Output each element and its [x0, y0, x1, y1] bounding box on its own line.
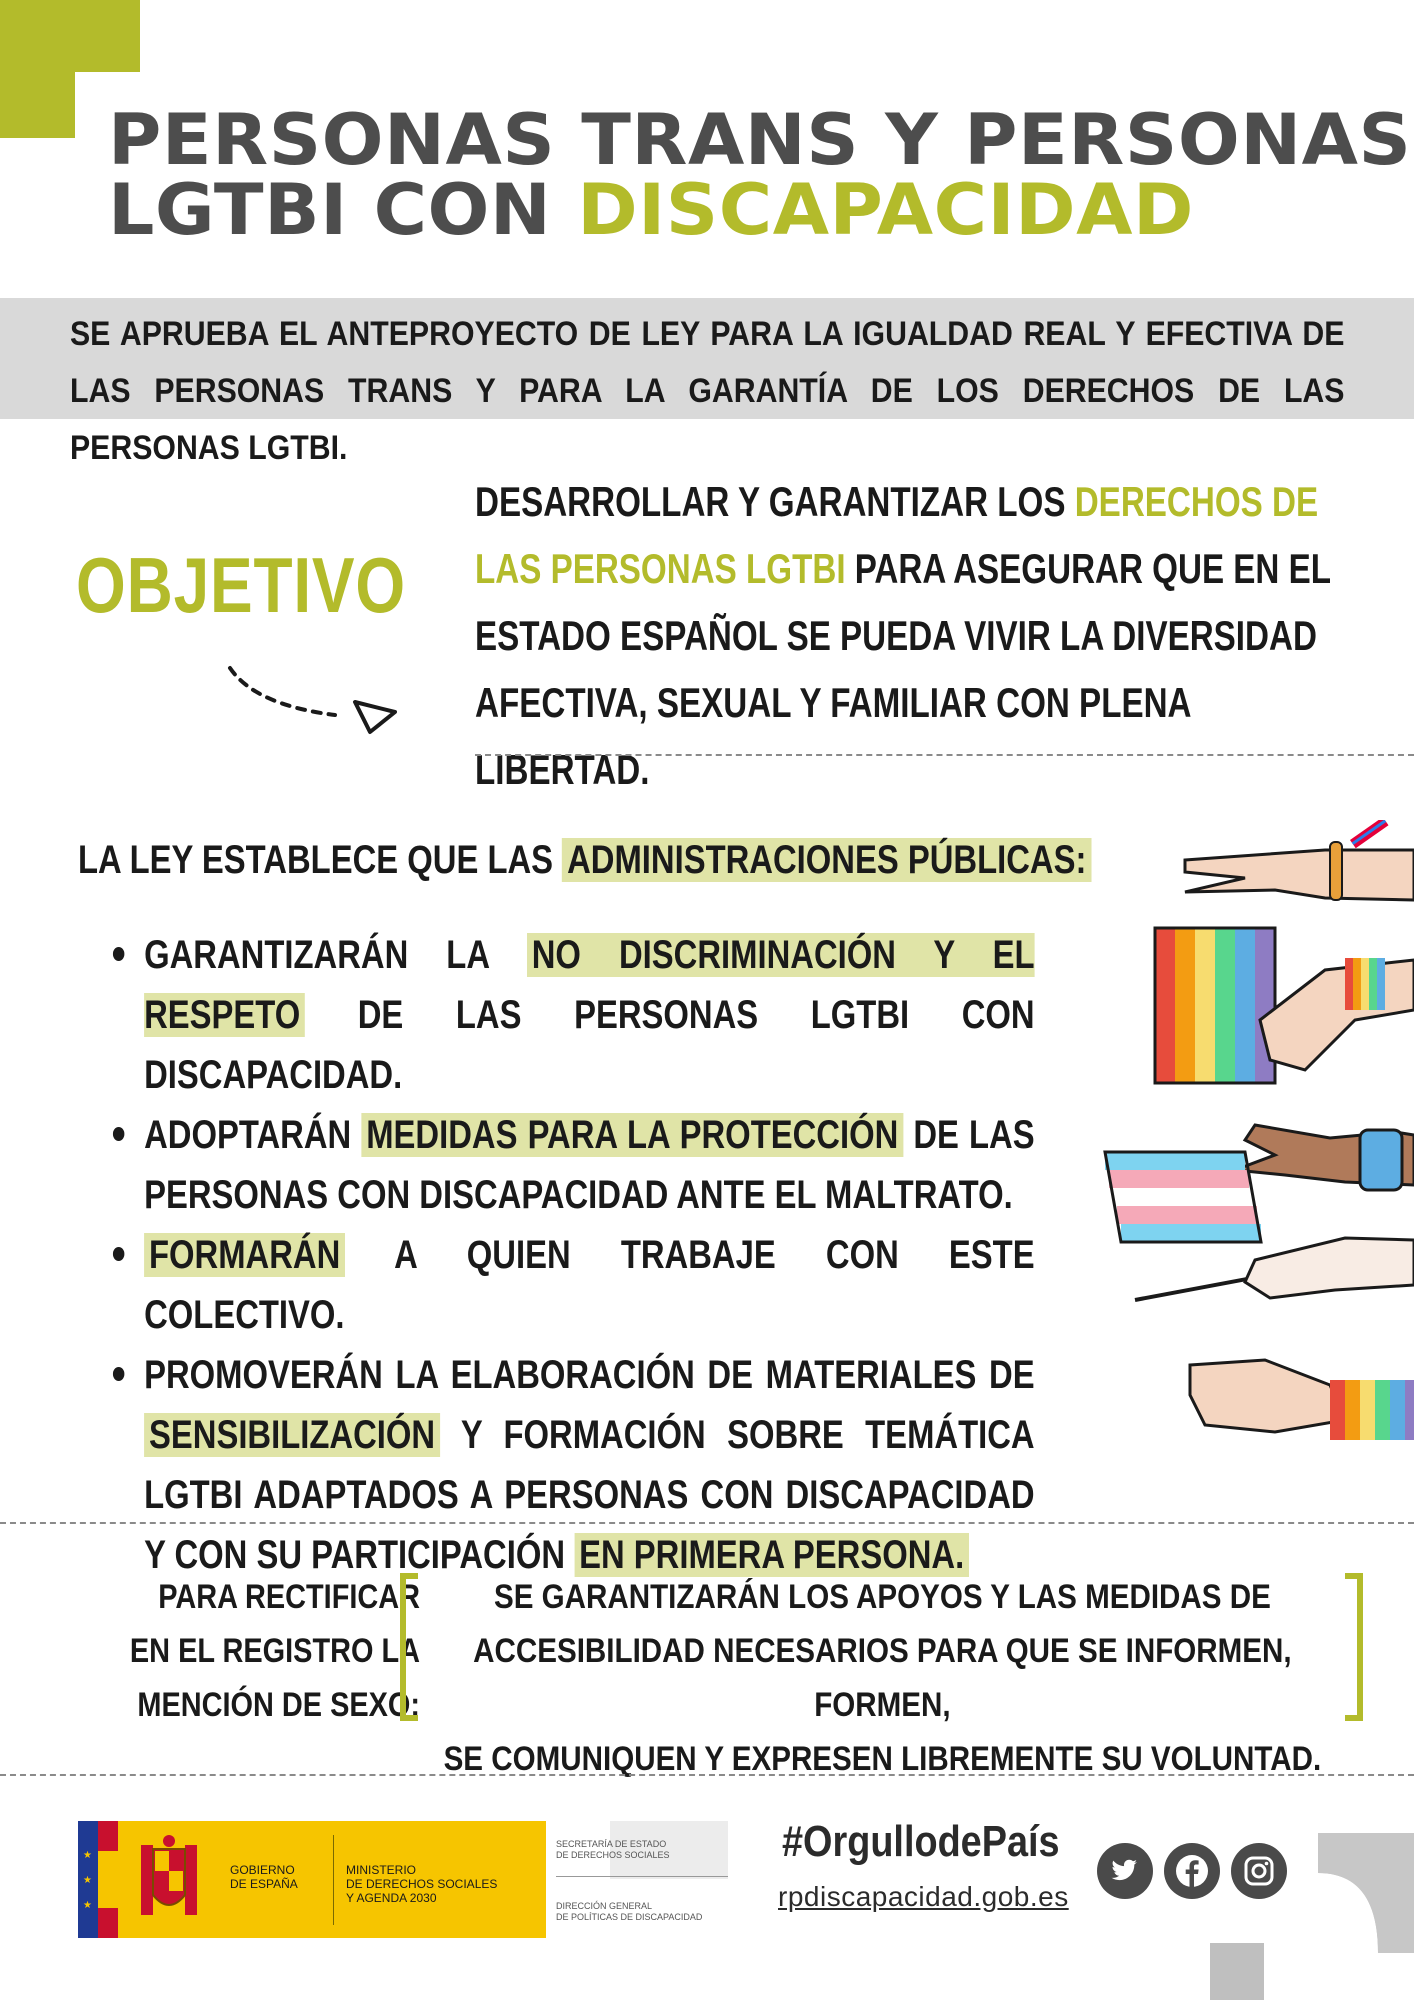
ministerio-line: MINISTERIO [346, 1863, 417, 1877]
gobierno-text [230, 1863, 298, 1891]
secretaria-line: SECRETARÍA DE ESTADO [556, 1839, 667, 1849]
rectificar-text-line: SE GARANTIZARÁN LOS APOYOS Y LAS MEDIDAS DE [493, 1578, 1271, 1616]
list-item [108, 1105, 1035, 1225]
bullet-dot [113, 1127, 124, 1141]
government-logo [78, 1821, 728, 1938]
subtitle: SE APRUEBA EL ANTEPROYECTO DE LEY PARA LA IGUALDAD REAL Y EFECTIVA DE LAS PERSONAS TRANS Y PARA LA GARANTÍA DE LOS DERECHOS DE LAS PERSONAS LGTBI. [70, 315, 1345, 467]
hand-holding-flag [1260, 960, 1414, 1070]
eu-spain-flag: ★ ★ ★ [78, 1821, 118, 1938]
ministerio-line: DE DERECHOS SOCIALES [346, 1877, 498, 1891]
secretaria-text [556, 1839, 670, 1861]
rectificar-label [114, 1570, 420, 1732]
ley-bullets [108, 925, 1035, 1585]
separator [556, 1876, 728, 1877]
fist-hand [1190, 1360, 1345, 1432]
objetivo-text-b: PARA ASEGURAR QUE EN EL ESTADO ESPAÑOL SE PUEDA VIVIR LA DIVERSIDAD AFECTIVA, SEXUAL Y FAMILIAR CON PLENA LIBERTAD. [475, 545, 1331, 793]
objetivo-highlight: DERECHOS DE LAS PERSONAS LGTBI [475, 478, 1319, 592]
title-prefix: LGTBI CON [108, 169, 578, 251]
rectificar-label-line: EN EL REGISTRO LA [129, 1632, 421, 1670]
bullet-text: DE LAS PERSONAS LGTBI CON DISCAPACIDAD. [144, 993, 1035, 1097]
divider [0, 1522, 1414, 1524]
bullet-mark: EN PRIMERA PERSONA. [574, 1533, 969, 1577]
bullet-mark: SENSIBILIZACIÓN [144, 1413, 440, 1457]
rainbow-bracelet [1345, 958, 1385, 1010]
ministerio-line: Y AGENDA 2030 [346, 1891, 437, 1905]
rectificar-label-line: PARA RECTIFICAR [158, 1578, 420, 1616]
bullet-text: PROMOVERÁN LA ELABORACIÓN DE MATERIALES DE [144, 1353, 1035, 1397]
direccion-line: DE POLÍTICAS DE DISCAPACIDAD [556, 1912, 703, 1922]
title-accent: DISCAPACIDAD [577, 169, 1194, 251]
rectificar-label-line: MENCIÓN DE SEXO: [137, 1686, 420, 1724]
list-item [108, 1345, 1035, 1585]
website-link[interactable]: rpdiscapacidad.gob.es [778, 1881, 1069, 1912]
direccion-text [556, 1901, 702, 1923]
bullet-dot [113, 947, 124, 961]
bullet-text: DE LAS PERSONAS CON DISCAPACIDAD ANTE EL MALTRATO. [144, 1113, 1035, 1217]
bullet-text: Y FORMACIÓN SOBRE TEMÁTICA LGTBI ADAPTADOS A PERSONAS CON DISCAPACIDAD Y CON SU PARTICIPACIÓN [144, 1413, 1035, 1577]
rectificar-text-line: SE COMUNIQUEN Y EXPRESEN LIBREMENTE SU VOLUNTAD. [443, 1740, 1322, 1778]
objetivo-label: OBJETIVO [76, 541, 406, 629]
objetivo-text [475, 468, 1352, 803]
corner-decoration [0, 0, 75, 138]
ministerio-text [346, 1863, 497, 1905]
direccion-line: DIRECCIÓN GENERAL [556, 1901, 653, 1911]
list-item [108, 925, 1035, 1105]
bullet-text: ADOPTARÁN [144, 1113, 362, 1157]
instagram-icon[interactable] [1231, 1843, 1287, 1899]
bullet-dot [113, 1367, 124, 1381]
hands-illustration [1095, 820, 1414, 1440]
page-title [108, 99, 1412, 251]
rectificar-text [430, 1570, 1335, 1786]
gobierno-line: DE ESPAÑA [230, 1877, 298, 1891]
right-bracket [1345, 1573, 1363, 1721]
bullet-mark: MEDIDAS PARA LA PROTECCIÓN [361, 1113, 903, 1157]
divider [0, 1774, 1414, 1776]
title-line-1: PERSONAS TRANS Y PERSONAS [108, 99, 1412, 181]
title-line-2 [108, 169, 1411, 251]
left-bracket [400, 1573, 418, 1721]
corner-decoration [1318, 1833, 1414, 1953]
gobierno-line: GOBIERNO [230, 1863, 295, 1877]
ley-intro-text: LA LEY ESTABLECE QUE LAS [78, 838, 563, 882]
list-item [108, 1225, 1035, 1345]
rainbow-flag [1155, 928, 1275, 1083]
watch [1360, 1130, 1402, 1190]
bullet-text: A QUIEN TRABAJE CON ESTE COLECTIVO. [144, 1233, 1035, 1337]
secretaria-line: DE DERECHOS SOCIALES [556, 1850, 670, 1860]
bullet-dot [113, 1247, 124, 1261]
corner-decoration [1210, 1943, 1264, 2000]
bullet-mark: NO DISCRIMINACIÓN Y EL RESPETO [144, 933, 1035, 1037]
arrow-icon [225, 660, 405, 740]
peace-hand [1185, 820, 1414, 900]
facebook-icon[interactable] [1164, 1843, 1220, 1899]
rectificar-text-line: ACCESIBILIDAD NECESARIOS PARA QUE SE INFORMEN, FORMEN, [473, 1632, 1292, 1724]
hand-holding-trans-flag [1245, 1238, 1414, 1298]
divider [475, 754, 1414, 756]
objetivo-text-a: DESARROLLAR Y GARANTIZAR LOS [475, 478, 1075, 525]
twitter-icon[interactable] [1097, 1843, 1153, 1899]
ley-intro [78, 832, 1091, 888]
ley-intro-mark: ADMINISTRACIONES PÚBLICAS: [562, 838, 1091, 882]
hashtag: #OrgullodePaís [782, 1817, 1060, 1866]
bullet-mark: FORMARÁN [144, 1233, 345, 1277]
separator [333, 1835, 334, 1925]
rainbow-sleeve [1330, 1380, 1414, 1440]
coat-of-arms-icon [133, 1835, 205, 1925]
bullet-text: GARANTIZARÁN LA [144, 933, 527, 977]
